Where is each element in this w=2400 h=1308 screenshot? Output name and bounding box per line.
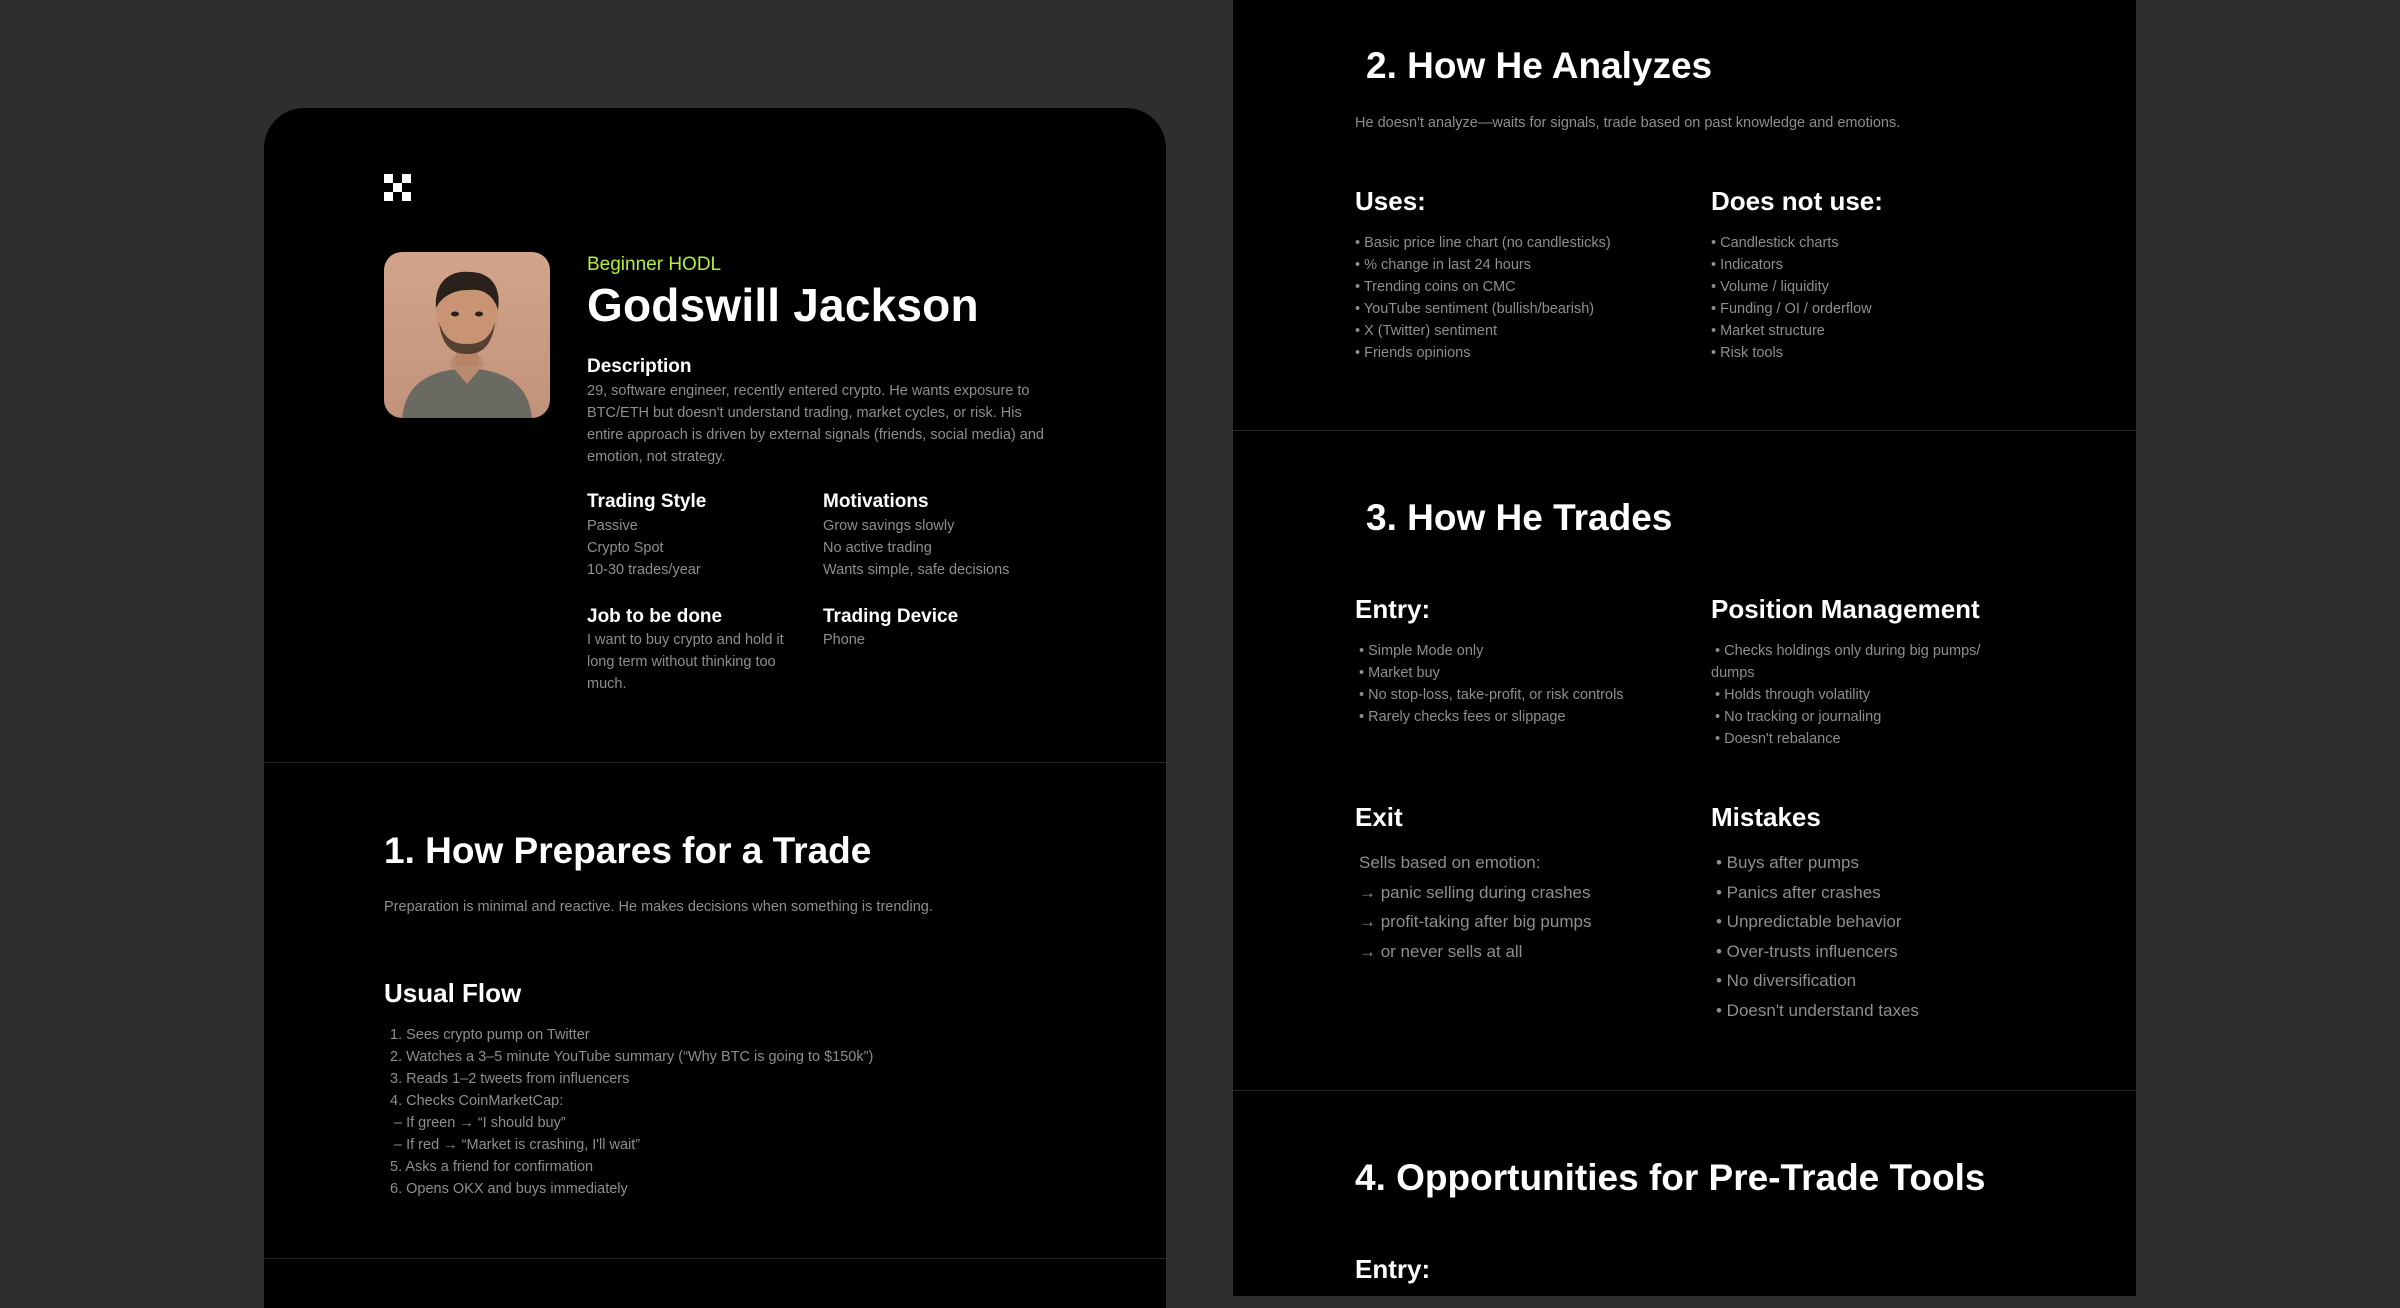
mistakes-item: • Unpredictable behavior xyxy=(1716,912,1902,931)
mistakes-item: • No diversification xyxy=(1716,971,1857,990)
section1-subtitle: Preparation is minimal and reactive. He makes decisions when something is trending. xyxy=(384,899,933,915)
uses-list xyxy=(1355,232,1611,364)
entry-item: • No stop-loss, take-profit, or risk controls xyxy=(1359,687,1624,703)
persona-card xyxy=(264,108,1166,1308)
section4-title: 4. Opportunities for Pre-Trade Tools xyxy=(1355,1157,1986,1198)
divider xyxy=(264,762,1166,763)
position-item: • Checks holdings only during big pumps/ xyxy=(1715,643,1981,659)
motivation-item: Wants simple, safe decisions xyxy=(823,562,1010,578)
motivation-item: No active trading xyxy=(823,540,932,556)
mistakes-item: • Doesn't understand taxes xyxy=(1716,1000,1919,1020)
flow-step: – If red → “Market is crashing, I'll wait” xyxy=(394,1137,641,1153)
flow-step: 1. Sees crypto pump on Twitter xyxy=(390,1027,590,1043)
position-list xyxy=(1711,640,1980,750)
uses-item: • Basic price line chart (no candlesticks) xyxy=(1355,235,1611,251)
section1-title: 1. How Prepares for a Trade xyxy=(384,830,872,871)
device-text: Phone xyxy=(823,632,865,648)
trading-style-item: 10-30 trades/year xyxy=(587,562,701,578)
flow-step: 4. Checks CoinMarketCap: xyxy=(390,1093,564,1109)
not-use-title: Does not use: xyxy=(1711,186,1883,216)
trading-style-item: Crypto Spot xyxy=(587,540,664,556)
flow-step: 2. Watches a 3–5 minute YouTube summary (“Why BTC is going to $150k”) xyxy=(390,1049,874,1065)
mistakes-item: • Over-trusts influencers xyxy=(1716,941,1898,961)
entry-title: Entry: xyxy=(1355,594,1431,624)
not-use-item: • Risk tools xyxy=(1711,345,1783,361)
job-title: Job to be done xyxy=(587,606,723,627)
flow-step: 6. Opens OKX and buys immediately xyxy=(390,1181,628,1197)
mistakes-item: • Panics after crashes xyxy=(1716,882,1881,902)
section4-entry-title: Entry: xyxy=(1355,1254,1431,1284)
position-item: • Doesn't rebalance xyxy=(1715,731,1841,747)
section3-title: 3. How He Trades xyxy=(1366,497,1673,538)
mistakes-title: Mistakes xyxy=(1711,802,1821,832)
position-item: dumps xyxy=(1711,665,1755,681)
uses-item: • Trending coins on CMC xyxy=(1355,279,1516,295)
flow-step: 3. Reads 1–2 tweets from influencers xyxy=(390,1071,630,1087)
divider xyxy=(1233,1090,2136,1091)
not-use-item: • Indicators xyxy=(1711,257,1783,273)
analysis-card xyxy=(1233,0,2136,1296)
mistakes-item: • Buys after pumps xyxy=(1716,853,1859,872)
motivation-item: Grow savings slowly xyxy=(823,518,955,534)
uses-item: • X (Twitter) sentiment xyxy=(1355,323,1498,339)
position-management-title: Position Management xyxy=(1711,594,1980,624)
position-item: • No tracking or journaling xyxy=(1715,709,1882,725)
position-item: • Holds through volatility xyxy=(1715,687,1870,703)
motivations-list xyxy=(823,515,1009,581)
not-use-list xyxy=(1711,232,1872,364)
not-use-item: • Candlestick charts xyxy=(1711,235,1839,251)
usual-flow-list xyxy=(390,1024,873,1200)
device-title: Trading Device xyxy=(823,606,959,627)
trading-style-item: Passive xyxy=(587,518,638,534)
section2-title: 2. How He Analyzes xyxy=(1366,45,1713,86)
persona-tag: Beginner HODL xyxy=(587,254,722,275)
exit-list xyxy=(1359,848,1591,966)
exit-item: → or never sells at all xyxy=(1359,941,1523,961)
usual-flow-title: Usual Flow xyxy=(384,978,522,1008)
trading-style-list xyxy=(587,515,701,581)
not-use-item: • Funding / OI / orderflow xyxy=(1711,301,1872,317)
entry-item: • Market buy xyxy=(1359,665,1440,681)
uses-item: • % change in last 24 hours xyxy=(1355,257,1531,273)
motivations-title: Motivations xyxy=(823,491,929,512)
not-use-item: • Market structure xyxy=(1711,323,1825,339)
flow-step: 5. Asks a friend for confirmation xyxy=(390,1159,594,1175)
uses-title: Uses: xyxy=(1355,186,1426,216)
entry-item: • Simple Mode only xyxy=(1359,643,1484,659)
persona-name: Godswill Jackson xyxy=(587,279,979,331)
okx-logo-icon xyxy=(384,174,411,201)
uses-item: • Friends opinions xyxy=(1355,345,1471,361)
description-text: 29, software engineer, recently entered crypto. He wants exposure to BTC/ETH but doesn't understand trading, market cycles, or risk. His entire approach is driven by external signals (friends, social media) and emotion, not strategy. xyxy=(587,383,1044,465)
section2-subtitle: He doesn't analyze—waits for signals, trade based on past knowledge and emotions. xyxy=(1355,115,1901,131)
exit-title: Exit xyxy=(1355,802,1403,832)
entry-item: • Rarely checks fees or slippage xyxy=(1359,709,1566,725)
not-use-item: • Volume / liquidity xyxy=(1711,279,1829,295)
trading-style-title: Trading Style xyxy=(587,491,707,512)
flow-step: – If green → “I should buy” xyxy=(394,1115,566,1131)
divider xyxy=(264,1258,1166,1259)
mistakes-list xyxy=(1716,848,1919,1025)
exit-item: → profit-taking after big pumps xyxy=(1359,912,1592,931)
divider xyxy=(1233,430,2136,431)
entry-list xyxy=(1359,640,1624,728)
description-title: Description xyxy=(587,356,692,377)
job-text: I want to buy crypto and hold it long term without thinking too much. xyxy=(587,632,784,692)
exit-item: → panic selling during crashes xyxy=(1359,882,1591,902)
exit-item: Sells based on emotion: xyxy=(1359,853,1541,872)
avatar xyxy=(384,252,550,418)
uses-item: • YouTube sentiment (bullish/bearish) xyxy=(1355,301,1595,317)
